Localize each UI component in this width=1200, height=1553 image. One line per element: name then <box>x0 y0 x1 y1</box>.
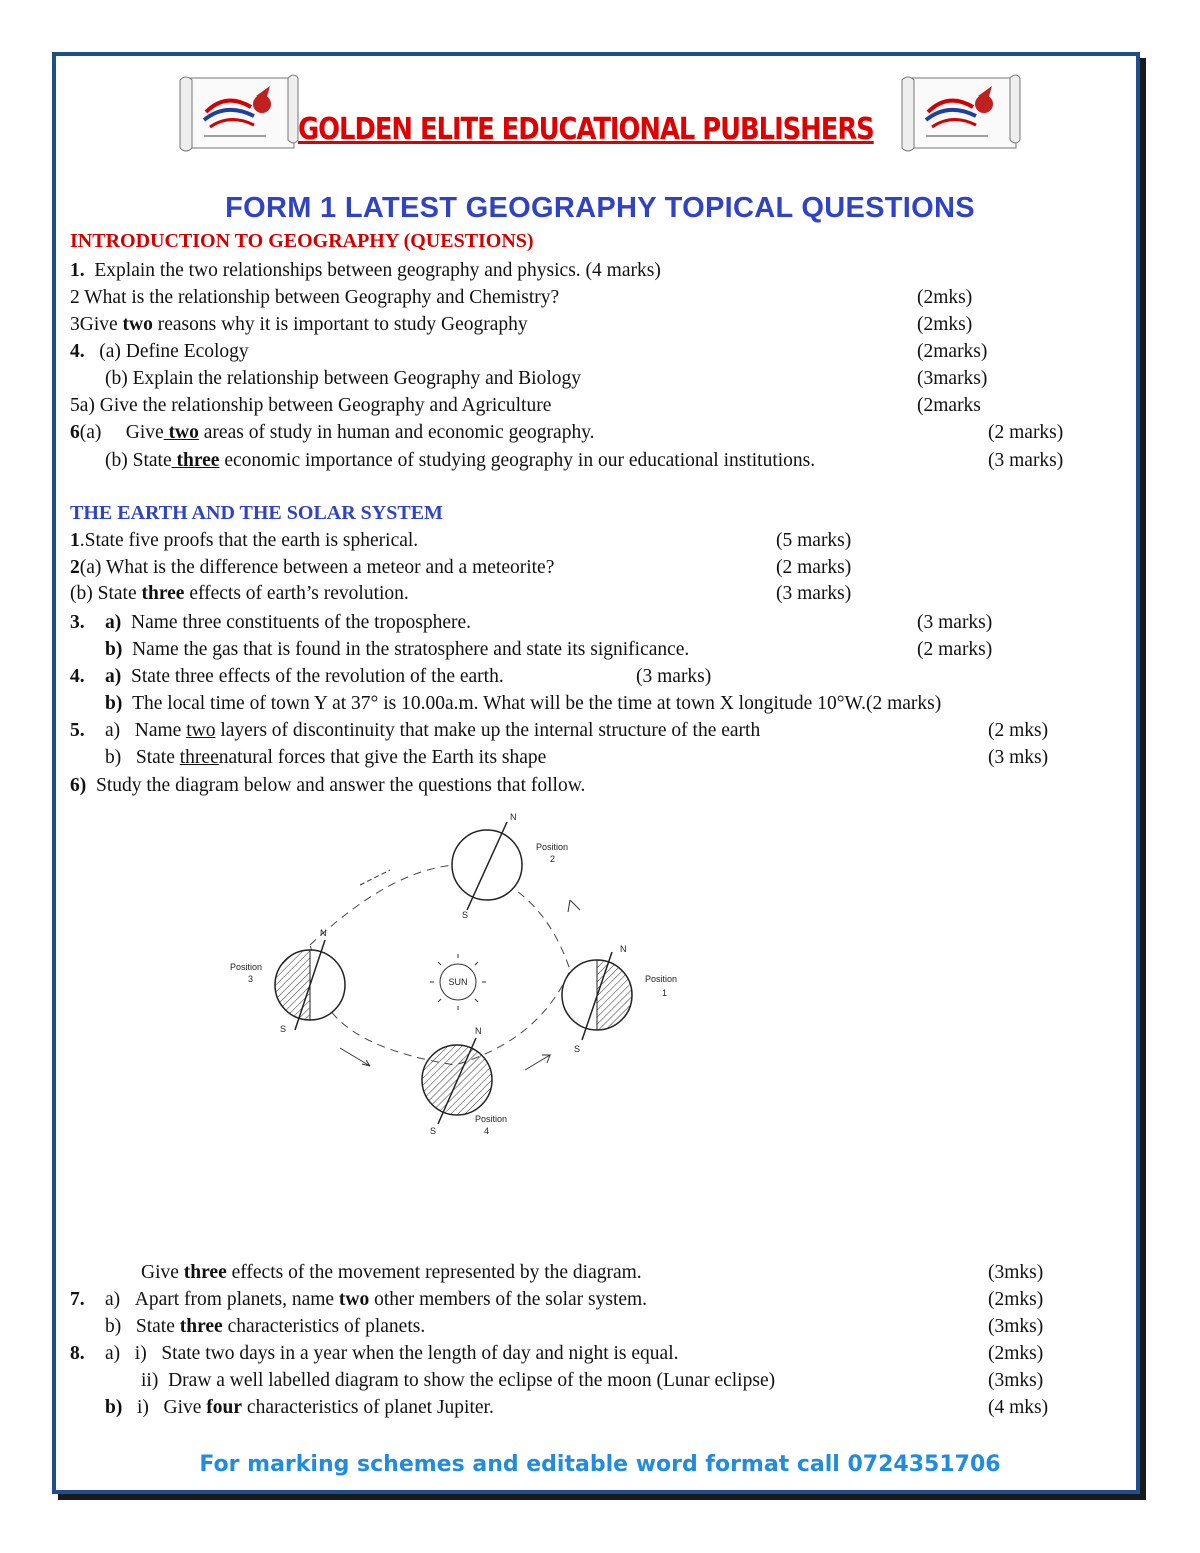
orbit-arrow-4 <box>525 1055 550 1070</box>
earth-position-3 <box>230 928 345 1034</box>
s1-question-2-marks: (2mks) <box>917 287 973 308</box>
earth-revolution-diagram <box>210 810 710 1150</box>
s2-question-4a-marks: (3 marks) <box>636 666 712 687</box>
svg-text:N: N <box>475 1026 482 1036</box>
s1-question-1: 1. Explain the two relationships between geography and physics. (4 marks) <box>70 260 661 281</box>
svg-text:N: N <box>510 812 517 822</box>
s2-question-5b: b) State threenatural forces that give the Earth its shape <box>105 747 547 768</box>
orbit-arrow-1 <box>360 870 390 885</box>
s2-question-2b-marks: (3 marks) <box>776 583 852 604</box>
s2-question-8b-i-marks: (4 mks) <box>988 1397 1049 1418</box>
s1-question-4a: 4. (a) Define Ecology <box>70 341 249 362</box>
svg-text:1: 1 <box>662 988 668 998</box>
s2-question-3a-marks: (3 marks) <box>917 612 993 633</box>
orbit-path <box>310 865 570 1065</box>
s2-question-2a: 2(a) What is the difference between a meteor and a meteorite? <box>70 557 555 578</box>
section-heading-introduction: INTRODUCTION TO GEOGRAPHY (QUESTIONS) <box>70 230 534 252</box>
s1-question-4b: (b) Explain the relationship between Geography and Biology <box>105 368 581 389</box>
s2-question-6-follow-marks: (3mks) <box>988 1262 1044 1283</box>
s2-question-5b-marks: (3 mks) <box>988 747 1049 768</box>
svg-text:3: 3 <box>248 974 254 984</box>
s2-question-2a-marks: (2 marks) <box>776 557 852 578</box>
s1-question-6a: 6(a) Give two areas of study in human and economic geography. <box>70 422 595 443</box>
earth-position-1 <box>562 944 677 1054</box>
s2-question-3b-marks: (2 marks) <box>917 639 993 660</box>
s2-question-8a-i-body: a) i) State two days in a year when the length of day and night is equal. <box>105 1343 679 1364</box>
svg-text:Position: Position <box>475 1114 508 1124</box>
s2-question-5a-body: a) Name two layers of discontinuity that make up the internal structure of the earth <box>105 720 761 741</box>
earth-position-2 <box>452 812 568 920</box>
publisher-name: GOLDEN ELITE EDUCATIONAL PUBLISHERS <box>298 112 874 147</box>
s2-question-4a-body: a) State three effects of the revolution of the earth. <box>105 666 504 687</box>
sun <box>430 954 486 1010</box>
s2-question-6-follow: Give three effects of the movement represented by the diagram. <box>141 1262 642 1283</box>
s2-question-7a-body: a) Apart from planets, name two other members of the solar system. <box>105 1289 648 1310</box>
section-heading-earth-solar: THE EARTH AND THE SOLAR SYSTEM <box>70 502 443 524</box>
s1-question-6b: (b) State three economic importance of studying geography in our educational institutions. <box>105 450 816 471</box>
page-title: FORM 1 LATEST GEOGRAPHY TOPICAL QUESTIONS <box>225 192 975 224</box>
s1-question-3: 3Give two reasons why it is important to study Geography <box>70 314 528 335</box>
svg-text:S: S <box>462 910 469 920</box>
s2-question-3a: 3. <box>70 612 85 633</box>
svg-text:N: N <box>620 944 627 954</box>
s1-question-3-marks: (2mks) <box>917 314 973 335</box>
s2-question-3a-body: a) Name three constituents of the troposphere. <box>105 612 472 633</box>
s2-question-4b: b) The local time of town Y at 37° is 10.00a.m. What will be the time at town X longitude 10°W.(2 marks) <box>105 693 942 714</box>
svg-text:4: 4 <box>484 1126 490 1136</box>
s2-question-1: 1.State five proofs that the earth is spherical. <box>70 530 419 551</box>
s2-question-2b: (b) State three effects of earth’s revolution. <box>70 583 409 604</box>
sun-label: SUN <box>448 977 468 987</box>
s1-question-4b-marks: (3marks) <box>917 368 988 389</box>
s2-question-5a: 5. <box>70 720 85 741</box>
s2-question-8b-i: b) i) Give four characteristics of planet Jupiter. <box>105 1397 494 1418</box>
s2-question-8a-ii: ii) Draw a well labelled diagram to show the eclipse of the moon (Lunar eclipse) <box>141 1370 776 1391</box>
publisher-logo-left <box>176 72 300 154</box>
s1-question-2: 2 What is the relationship between Geography and Chemistry? <box>70 287 560 308</box>
svg-text:Position: Position <box>645 974 678 984</box>
s2-question-3b: b) Name the gas that is found in the stratosphere and state its significance. <box>105 639 690 660</box>
svg-text:S: S <box>280 1024 287 1034</box>
orbit-arrow-2 <box>568 900 580 912</box>
svg-text:Position: Position <box>230 962 263 972</box>
svg-text:S: S <box>430 1126 437 1136</box>
svg-text:2: 2 <box>550 854 556 864</box>
s2-question-4a: 4. <box>70 666 85 687</box>
footer-contact: For marking schemes and editable word format call 0724351706 <box>199 1452 1001 1477</box>
s2-question-8a-i-marks: (2mks) <box>988 1343 1044 1364</box>
svg-text:Position: Position <box>536 842 569 852</box>
s1-question-5a-marks: (2marks <box>917 395 981 416</box>
svg-text:S: S <box>574 1044 581 1054</box>
orbit-arrow-3 <box>340 1048 370 1066</box>
s2-question-7a: 7. <box>70 1289 85 1310</box>
s2-question-8a-i: 8. <box>70 1343 85 1364</box>
s2-question-7a-marks: (2mks) <box>988 1289 1044 1310</box>
earth-position-4 <box>422 1026 507 1136</box>
s2-question-7b-marks: (3mks) <box>988 1316 1044 1337</box>
s2-question-5a-marks: (2 mks) <box>988 720 1049 741</box>
s1-question-6a-marks: (2 marks) <box>988 422 1064 443</box>
svg-text:N: N <box>320 928 327 938</box>
s2-question-1-marks: (5 marks) <box>776 530 852 551</box>
s2-question-7b: b) State three characteristics of planets. <box>105 1316 426 1337</box>
s1-question-5a: 5a) Give the relationship between Geography and Agriculture <box>70 395 552 416</box>
s2-question-6: 6) Study the diagram below and answer the questions that follow. <box>70 775 586 796</box>
s1-question-6b-marks: (3 marks) <box>988 450 1064 471</box>
publisher-logo-right <box>898 72 1022 154</box>
s1-question-4a-marks: (2marks) <box>917 341 988 362</box>
s2-question-8a-ii-marks: (3mks) <box>988 1370 1044 1391</box>
